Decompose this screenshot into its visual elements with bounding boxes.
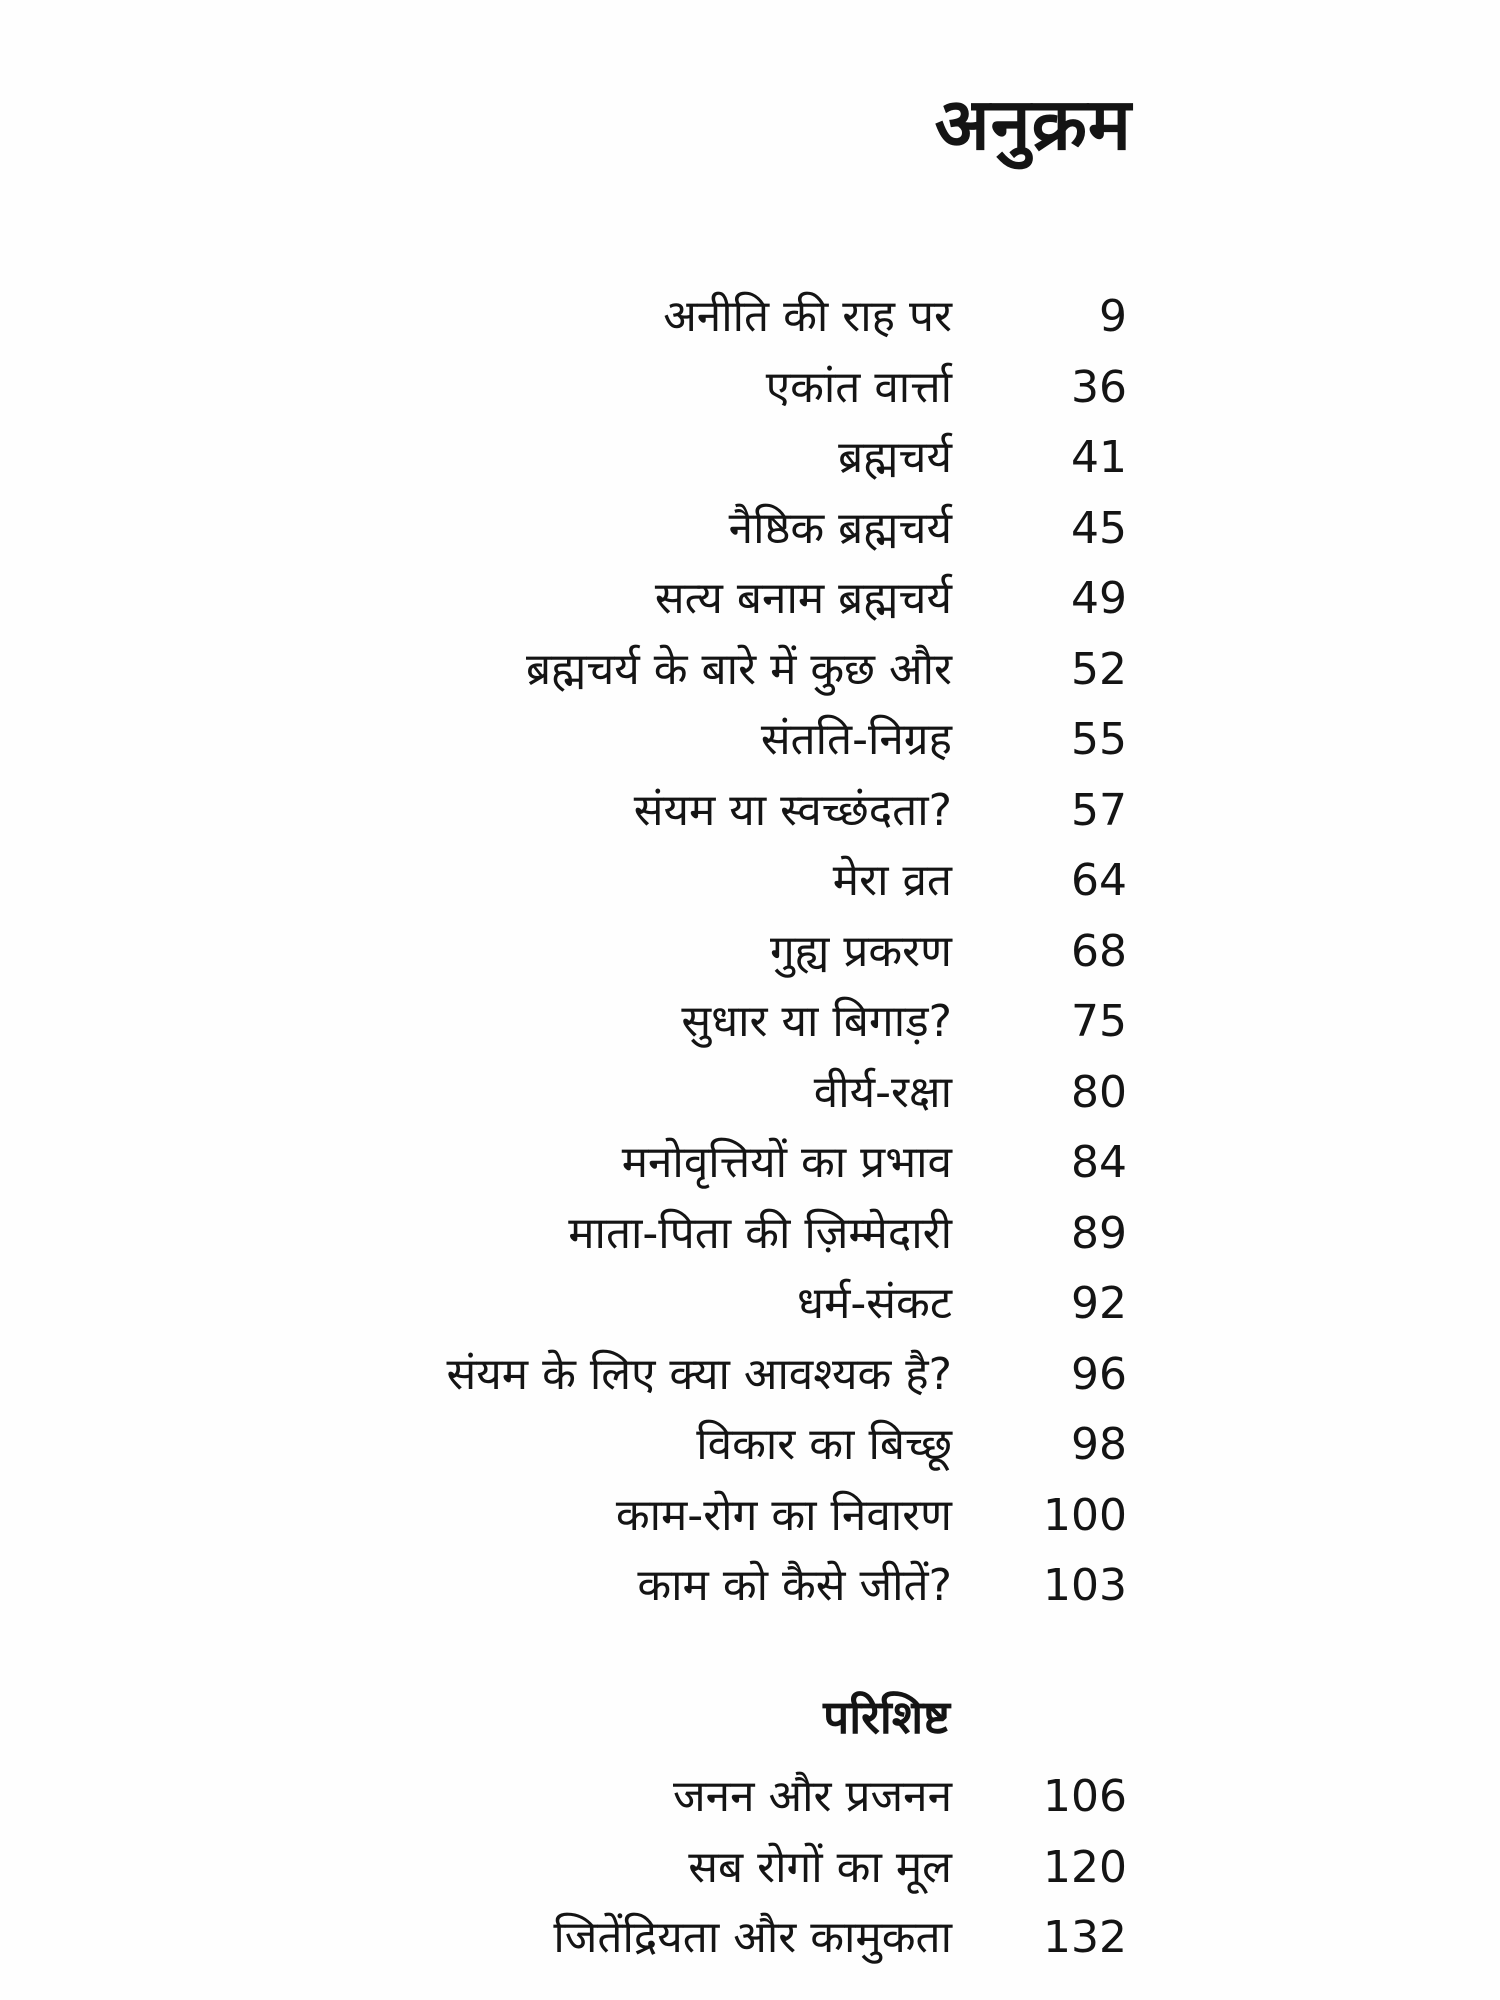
appendix-heading: परिशिष्ट <box>823 1690 950 1744</box>
entry-page-number: 92 <box>1071 1278 1127 1329</box>
entry-page-number: 103 <box>1043 1560 1127 1611</box>
entry-page-number: 96 <box>1071 1349 1127 1400</box>
entry-title: विकार का बिच्छू <box>696 1419 952 1470</box>
list-item <box>0 987 1500 1057</box>
entry-title: संयम के लिए क्या आवश्यक है? <box>446 1349 952 1400</box>
list-item <box>0 1481 1500 1551</box>
list-item <box>0 353 1500 423</box>
entry-title: अनीति की राह पर <box>663 291 952 342</box>
list-item <box>0 705 1500 775</box>
entry-title: माता-पिता की ज़िम्मेदारी <box>568 1208 952 1259</box>
entry-title: जितेंद्रियता और कामुकता <box>553 1912 952 1963</box>
entry-title: मेरा व्रत <box>832 855 952 906</box>
list-item <box>0 917 1500 987</box>
entry-title: संयम या स्वच्छंदता? <box>633 785 952 836</box>
entry-page-number: 52 <box>1071 644 1127 695</box>
entry-page-number: 84 <box>1071 1137 1127 1188</box>
list-item <box>0 1903 1500 1973</box>
entry-title: नैष्ठिक ब्रह्मचर्य <box>728 503 952 554</box>
entry-page-number: 45 <box>1071 503 1127 554</box>
entry-page-number: 36 <box>1071 362 1127 413</box>
list-item <box>0 635 1500 705</box>
entry-title: काम-रोग का निवारण <box>615 1490 952 1541</box>
list-item <box>0 494 1500 564</box>
list-item <box>0 564 1500 634</box>
entry-title: मनोवृत्तियों का प्रभाव <box>621 1137 952 1188</box>
list-item <box>0 846 1500 916</box>
entry-title: धर्म-संकट <box>797 1278 952 1329</box>
entry-page-number: 132 <box>1043 1912 1127 1963</box>
entry-title: जनन और प्रजनन <box>673 1771 952 1822</box>
list-item <box>0 282 1500 352</box>
entry-page-number: 75 <box>1071 996 1127 1047</box>
entry-page-number: 49 <box>1071 573 1127 624</box>
entry-title: सत्य बनाम ब्रह्मचर्य <box>654 573 952 624</box>
entry-title: ब्रह्मचर्य के बारे में कुछ और <box>525 644 952 695</box>
entry-page-number: 57 <box>1071 785 1127 836</box>
list-item <box>0 423 1500 493</box>
entry-page-number: 9 <box>1099 291 1127 342</box>
entry-title: वीर्य-रक्षा <box>813 1067 952 1118</box>
list-item <box>0 1833 1500 1903</box>
entry-page-number: 120 <box>1043 1842 1127 1893</box>
entry-page-number: 55 <box>1071 714 1127 765</box>
list-item <box>0 776 1500 846</box>
list-item <box>0 1340 1500 1410</box>
list-item <box>0 1058 1500 1128</box>
entry-title: ब्रह्मचर्य <box>838 432 952 483</box>
page-title: अनुक्रम <box>934 82 1132 166</box>
list-item <box>0 1762 1500 1832</box>
entry-title: सब रोगों का मूल <box>688 1842 952 1893</box>
entry-page-number: 100 <box>1043 1490 1127 1541</box>
list-item <box>0 1551 1500 1621</box>
entry-page-number: 89 <box>1071 1208 1127 1259</box>
list-item <box>0 1128 1500 1198</box>
entry-page-number: 68 <box>1071 926 1127 977</box>
entry-page-number: 64 <box>1071 855 1127 906</box>
list-item <box>0 1269 1500 1339</box>
entry-title: सुधार या बिगाड़? <box>681 996 952 1047</box>
entry-page-number: 80 <box>1071 1067 1127 1118</box>
entry-page-number: 98 <box>1071 1419 1127 1470</box>
entry-title: गुह्य प्रकरण <box>769 926 952 977</box>
list-item <box>0 1199 1500 1269</box>
entry-page-number: 41 <box>1071 432 1127 483</box>
entry-title: काम को कैसे जीतें? <box>637 1560 952 1611</box>
entry-page-number: 106 <box>1043 1771 1127 1822</box>
entry-title: संतति-निग्रह <box>760 714 952 765</box>
entry-title: एकांत वार्त्ता <box>765 362 952 413</box>
list-item <box>0 1410 1500 1480</box>
